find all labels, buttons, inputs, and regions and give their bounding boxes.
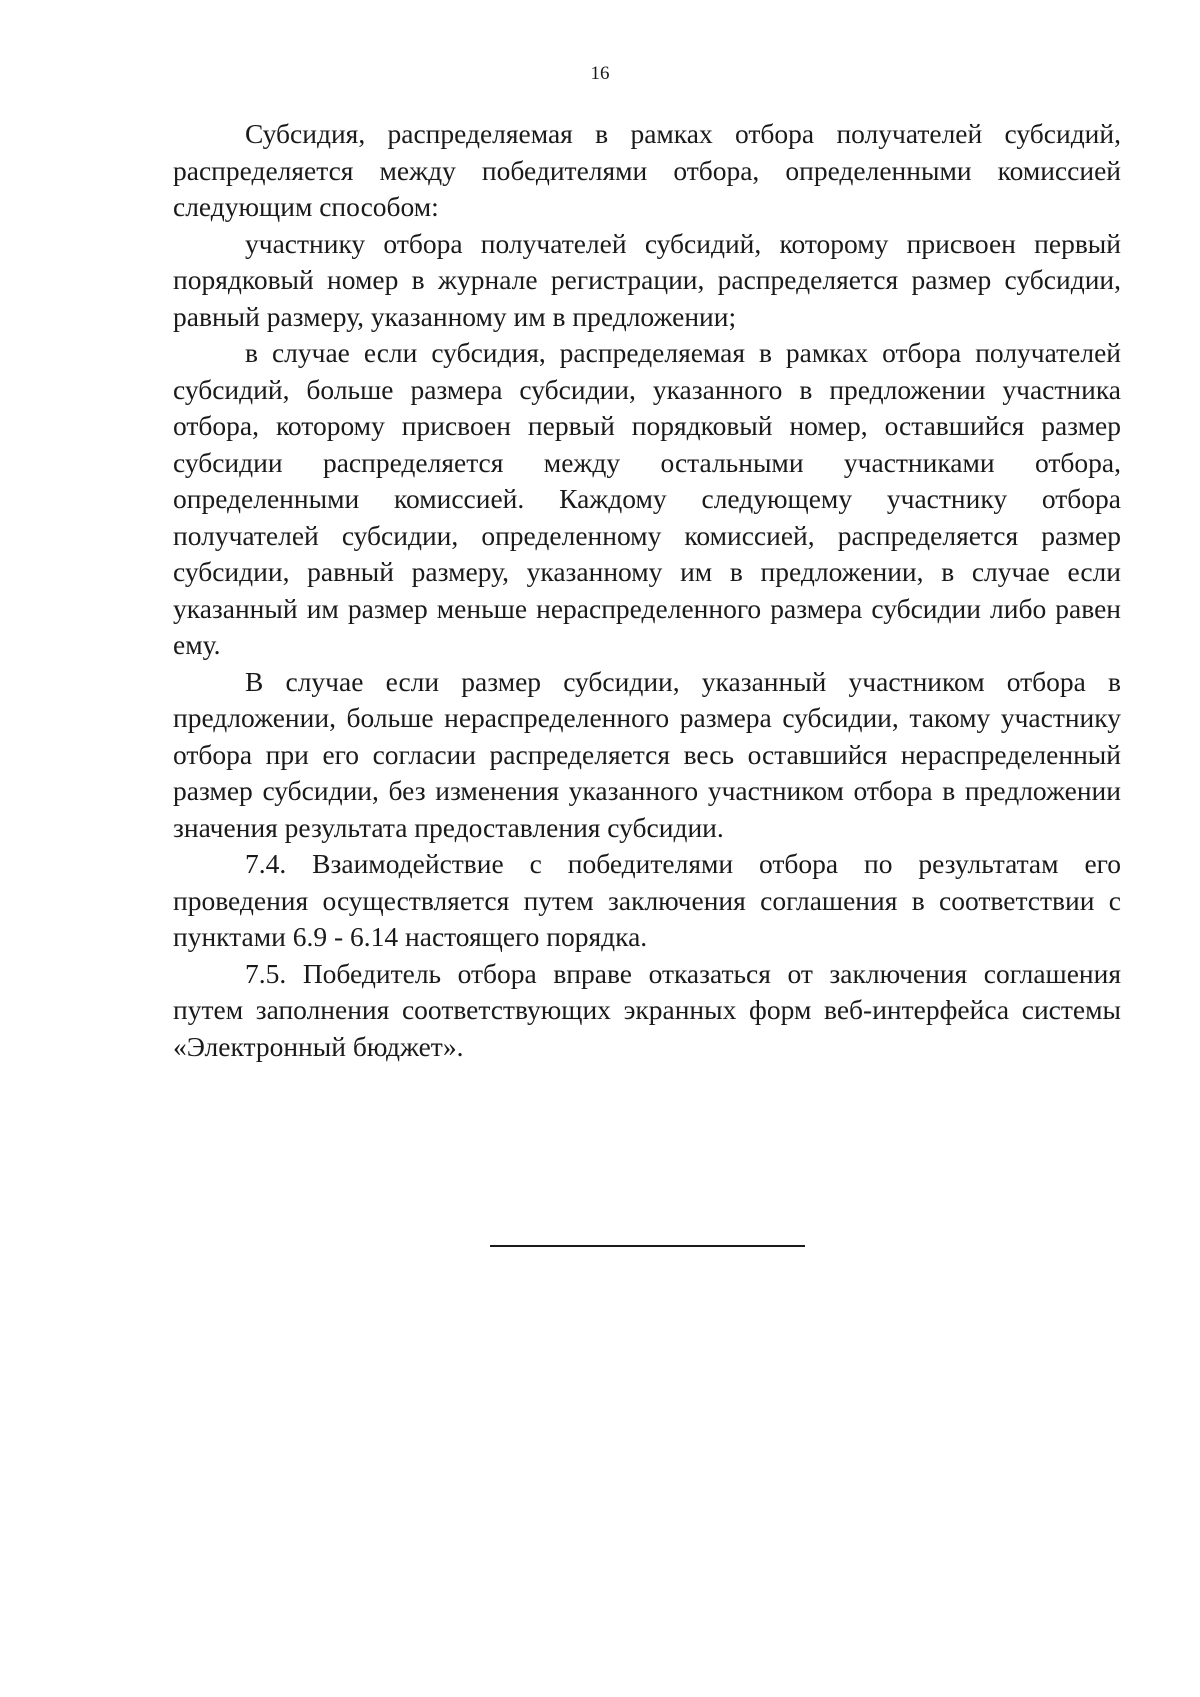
paragraph-7-4: 7.4. Взаимодействие с победителями отбора по результатам его проведения осуществляется путем заключения соглашения в соответствии с пунктами 6.9 - 6.14 настоящего порядка. — [173, 848, 1121, 952]
paragraph-first-participant: участнику отбора получателей субсидий, которому присвоен первый порядковый номер в журнале регистрации, распределяется размер субсидии, равный размеру, указанному им в предложении; — [173, 227, 1121, 332]
paragraph-remaining-participants: в случае если субсидия, распределяемая в рамках отбора получателей субсидий, больше размера субсидии, указанного в предложении участника отбора, которому присвоен первый порядковый номер, оставшийся размер субсидии распределяется между остальными участниками отбора, определенными комиссией. Каждому следующему участнику отбора получателей субсидии, определенному комиссией, распределяется размер субсидии, равный размеру, указанному им в предложении, в случае если указанный им размер меньше нераспределенного размера субсидии либо равен ему. — [173, 337, 1121, 660]
document-body — [173, 116, 1121, 1065]
paragraph-exceeding-amount: В случае если размер субсидии, указанный участником отбора в предложении, больше нераспределенного размера субсидии, такому участнику отбора при его согласии распределяется весь оставшийся нераспределенный размер субсидии, без изменения указанного участником отбора в предложении значения результата предоставления субсидии. — [173, 665, 1121, 843]
page-number: 16 — [590, 63, 610, 84]
paragraph-7-5: 7.5. Победитель отбора вправе отказаться от заключения соглашения путем заполнения соответствующих экранных форм веб-интерфейса системы «Электронный бюджет». — [173, 957, 1121, 1062]
paragraph-subsidy-distribution: Субсидия, распределяемая в рамках отбора получателей субсидий, распределяется между победителями отбора, определенными комиссией следующим способом: — [173, 118, 1121, 222]
end-of-document-rule — [490, 1245, 805, 1247]
